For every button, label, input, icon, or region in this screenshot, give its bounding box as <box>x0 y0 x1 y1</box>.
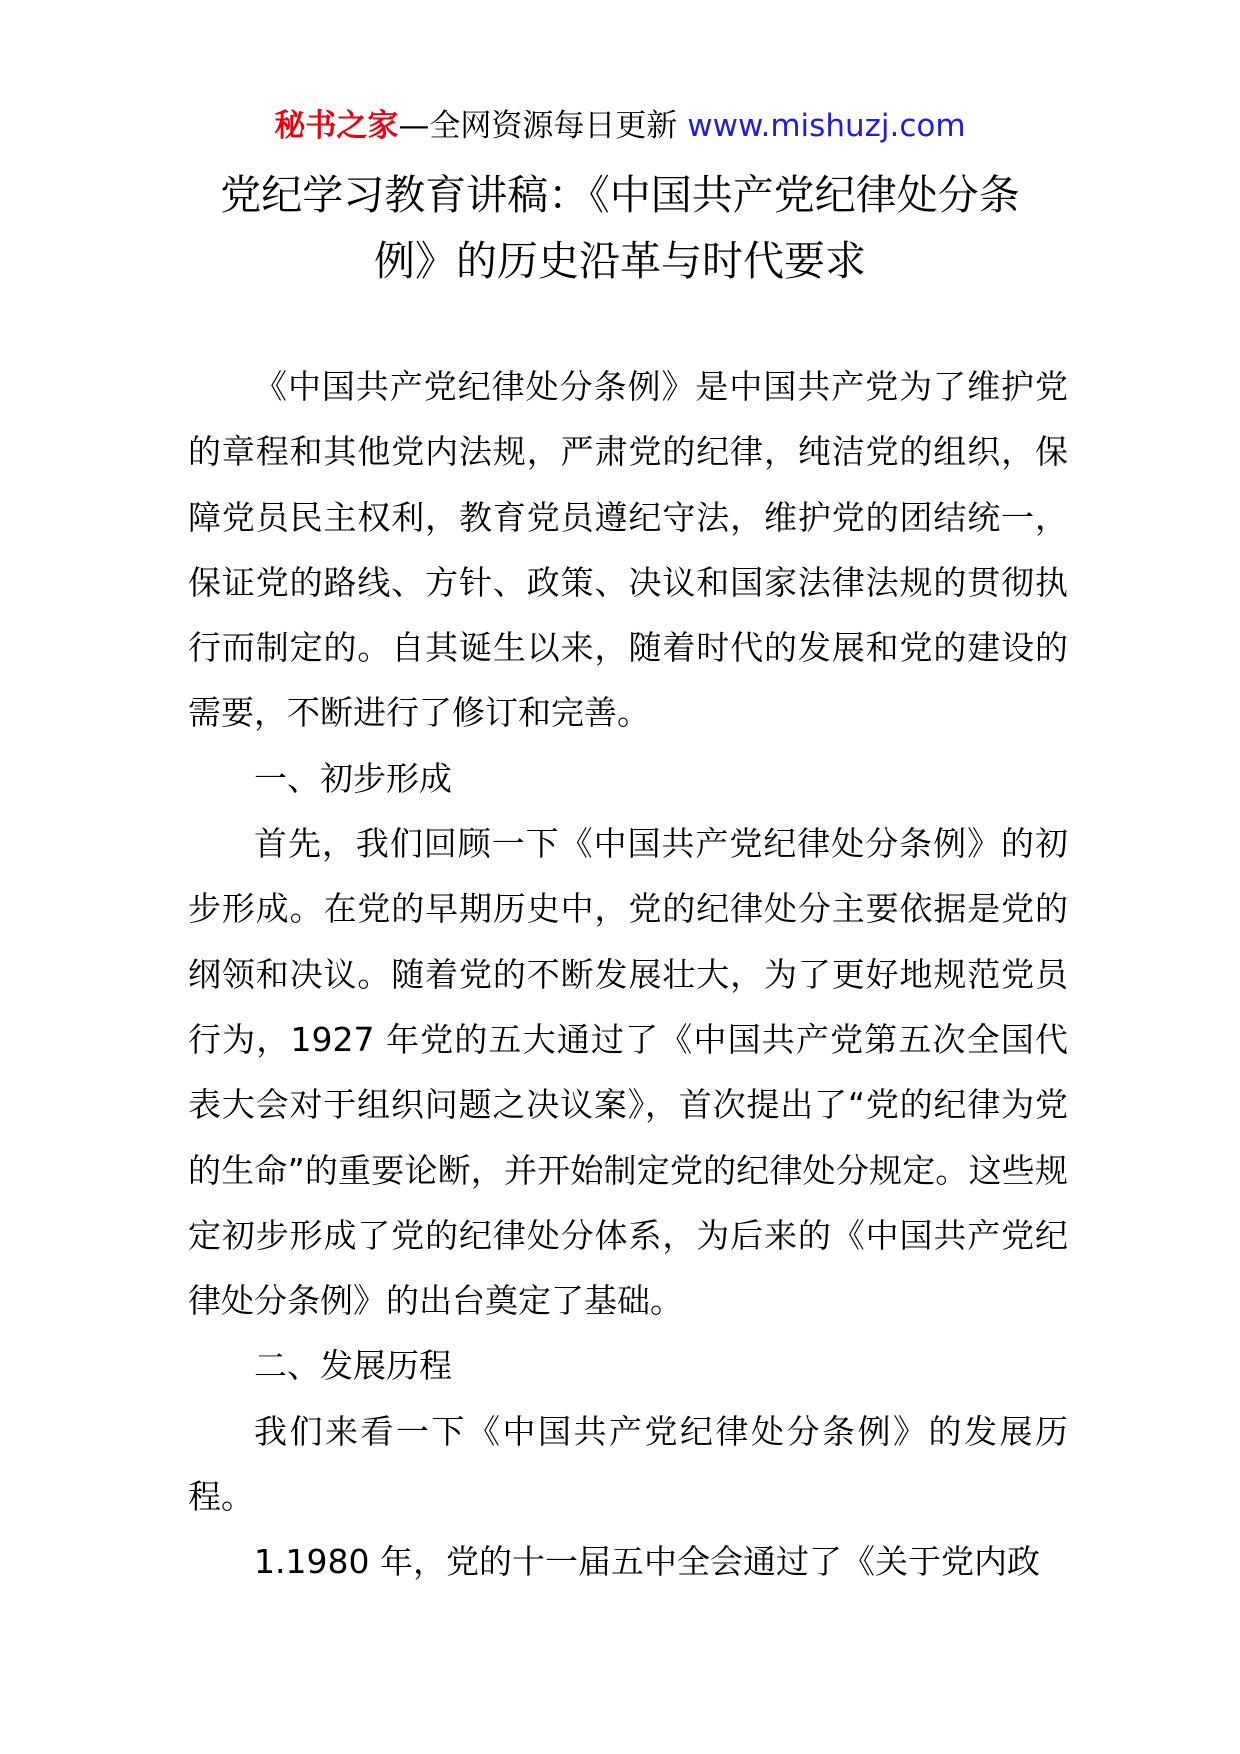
document-title <box>160 162 1080 294</box>
section-heading-1: 一、初步形成 <box>254 758 452 798</box>
section-heading-2: 二、发展历程 <box>254 1346 452 1386</box>
paragraph-1980: 1.1980 年，党的十一届五中全会通过了《关于党内政 <box>254 1542 1040 1582</box>
site-header <box>0 104 1240 148</box>
paragraph-formation: 首先，我们回顾一下《中国共产党纪律处分条例》的初步形成。在党的早期历史中，党的纪律处分主要依据是党的纲领和决议。随着党的不断发展壮大，为了更好地规范党员行为，1927 年党的五大通过了《中国共产党第五次全国代表大会对于组织问题之决议案》，首次提出了“党的纪律为党的生命”的重要论断，并开始制定党的纪律处分规定。这些规定初步形成了党的纪律处分体系，为后来的《中国共产党纪律处分条例》的出台奠定了基础。 <box>188 824 1068 1321</box>
title-line-1: 党纪学习教育讲稿：《中国共产党纪律处分条 <box>220 171 1020 219</box>
site-tagline: —全网资源每日更新 <box>398 108 688 144</box>
paragraph-intro: 《中国共产党纪律处分条例》是中国共产党为了维护党的章程和其他党内法规，严肃党的纪律，纯洁党的组织，保障党员民主权利，教育党员遵纪守法，维护党的团结统一，保证党的路线、方针、政策、决议和国家法律法规的贯彻执行而制定的。自其诞生以来，随着时代的发展和党的建设的需要，不断进行了修订和完善。 <box>188 367 1068 733</box>
document-body <box>188 354 1068 1595</box>
title-line-2: 例》的历史沿革与时代要求 <box>374 237 866 285</box>
site-brand: 秘书之家 <box>274 108 399 144</box>
paragraph-development: 我们来看一下《中国共产党纪律处分条例》的发展历程。 <box>188 1411 1068 1517</box>
site-url-link[interactable]: www.mishuzj.com <box>687 108 966 144</box>
